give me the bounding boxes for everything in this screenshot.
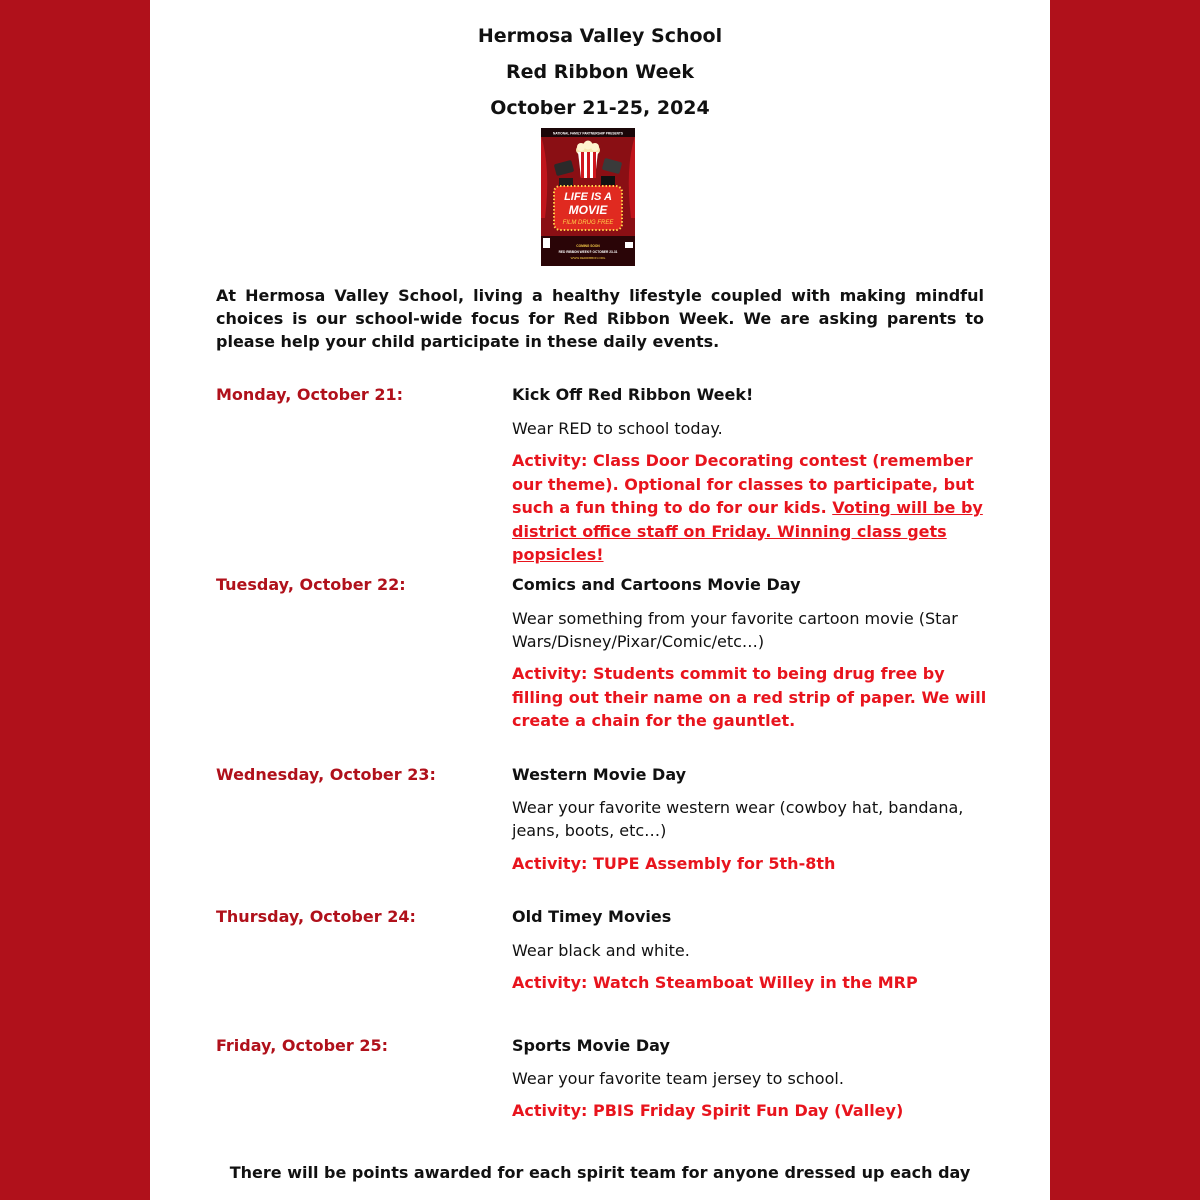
poster-bottom-3: WWW.REDRIBBON.ORG bbox=[570, 256, 606, 260]
event-title-tuesday: Comics and Cartoons Movie Day bbox=[512, 575, 801, 594]
event-title-monday: Kick Off Red Ribbon Week! bbox=[512, 385, 754, 404]
activity-underlined-monday: Voting will be by district office staff on Friday. Winning class gets popsicles! bbox=[512, 498, 983, 564]
school-name: Hermosa Valley School bbox=[477, 25, 723, 47]
event-activity-friday: Activity: PBIS Friday Spirit Fun Day (Valley) bbox=[512, 1101, 904, 1120]
intro-paragraph: At Hermosa Valley School, living a healthy lifestyle coupled with making mindful choices is our school-wide focus for Red Ribbon Week. We are asking parents to please help your child participate in these daily events. bbox=[216, 286, 984, 351]
event-dates: October 21-25, 2024 bbox=[490, 97, 710, 119]
event-activity-monday bbox=[512, 449, 987, 567]
poster-line-3: FILM DRUG FREE bbox=[562, 220, 614, 226]
poster-line-1: LIFE IS A bbox=[564, 191, 612, 203]
event-wear-friday: Wear your favorite team jersey to school. bbox=[512, 1069, 844, 1088]
day-label-wednesday: Wednesday, October 23: bbox=[216, 765, 436, 784]
event-wear-monday: Wear RED to school today. bbox=[512, 419, 723, 438]
day-label-tuesday: Tuesday, October 22: bbox=[216, 575, 406, 594]
flyer-header bbox=[150, 18, 1050, 126]
poster-bottom-1: COMING SOON bbox=[576, 244, 600, 248]
red-ribbon-poster-image bbox=[541, 128, 635, 266]
poster-top-text: NATIONAL FAMILY PARTNERSHIP PRESENTS bbox=[553, 131, 623, 136]
activity-text-monday: Activity: Class Door Decorating contest (remember our theme). Optional for classes to participate, but such a fun thing to do for our kids. bbox=[512, 451, 975, 517]
day-label-monday: Monday, October 21: bbox=[216, 385, 404, 404]
event-title-friday: Sports Movie Day bbox=[512, 1036, 670, 1055]
flyer-page bbox=[150, 0, 1050, 1200]
event-wear-thursday: Wear black and white. bbox=[512, 941, 690, 960]
footer-note: There will be points awarded for each spirit team for anyone dressed up each day bbox=[229, 1163, 971, 1182]
marquee-sign bbox=[554, 186, 622, 230]
event-wear-tuesday: Wear something from your favorite cartoon movie (Star Wars/Disney/Pixar/Comic/etc…) bbox=[512, 609, 958, 651]
event-wear-wednesday: Wear your favorite western wear (cowboy hat, bandana, jeans, boots, etc…) bbox=[512, 798, 964, 840]
poster-bottom-2: RED RIBBON WEEK® OCTOBER 23-31 bbox=[558, 250, 618, 254]
event-title-thursday: Old Timey Movies bbox=[512, 907, 672, 926]
poster-line-2: MOVIE bbox=[568, 203, 608, 217]
event-activity-wednesday: Activity: TUPE Assembly for 5th-8th bbox=[512, 854, 836, 873]
event-title-wednesday: Western Movie Day bbox=[512, 765, 687, 784]
event-activity-thursday: Activity: Watch Steamboat Willey in the MRP bbox=[512, 973, 918, 992]
event-activity-tuesday: Activity: Students commit to being drug free by filling out their name on a red strip of paper. We will create a chain for the gauntlet. bbox=[512, 664, 987, 730]
day-label-friday: Friday, October 25: bbox=[216, 1036, 389, 1055]
event-name: Red Ribbon Week bbox=[506, 61, 694, 83]
day-label-thursday: Thursday, October 24: bbox=[216, 907, 416, 926]
